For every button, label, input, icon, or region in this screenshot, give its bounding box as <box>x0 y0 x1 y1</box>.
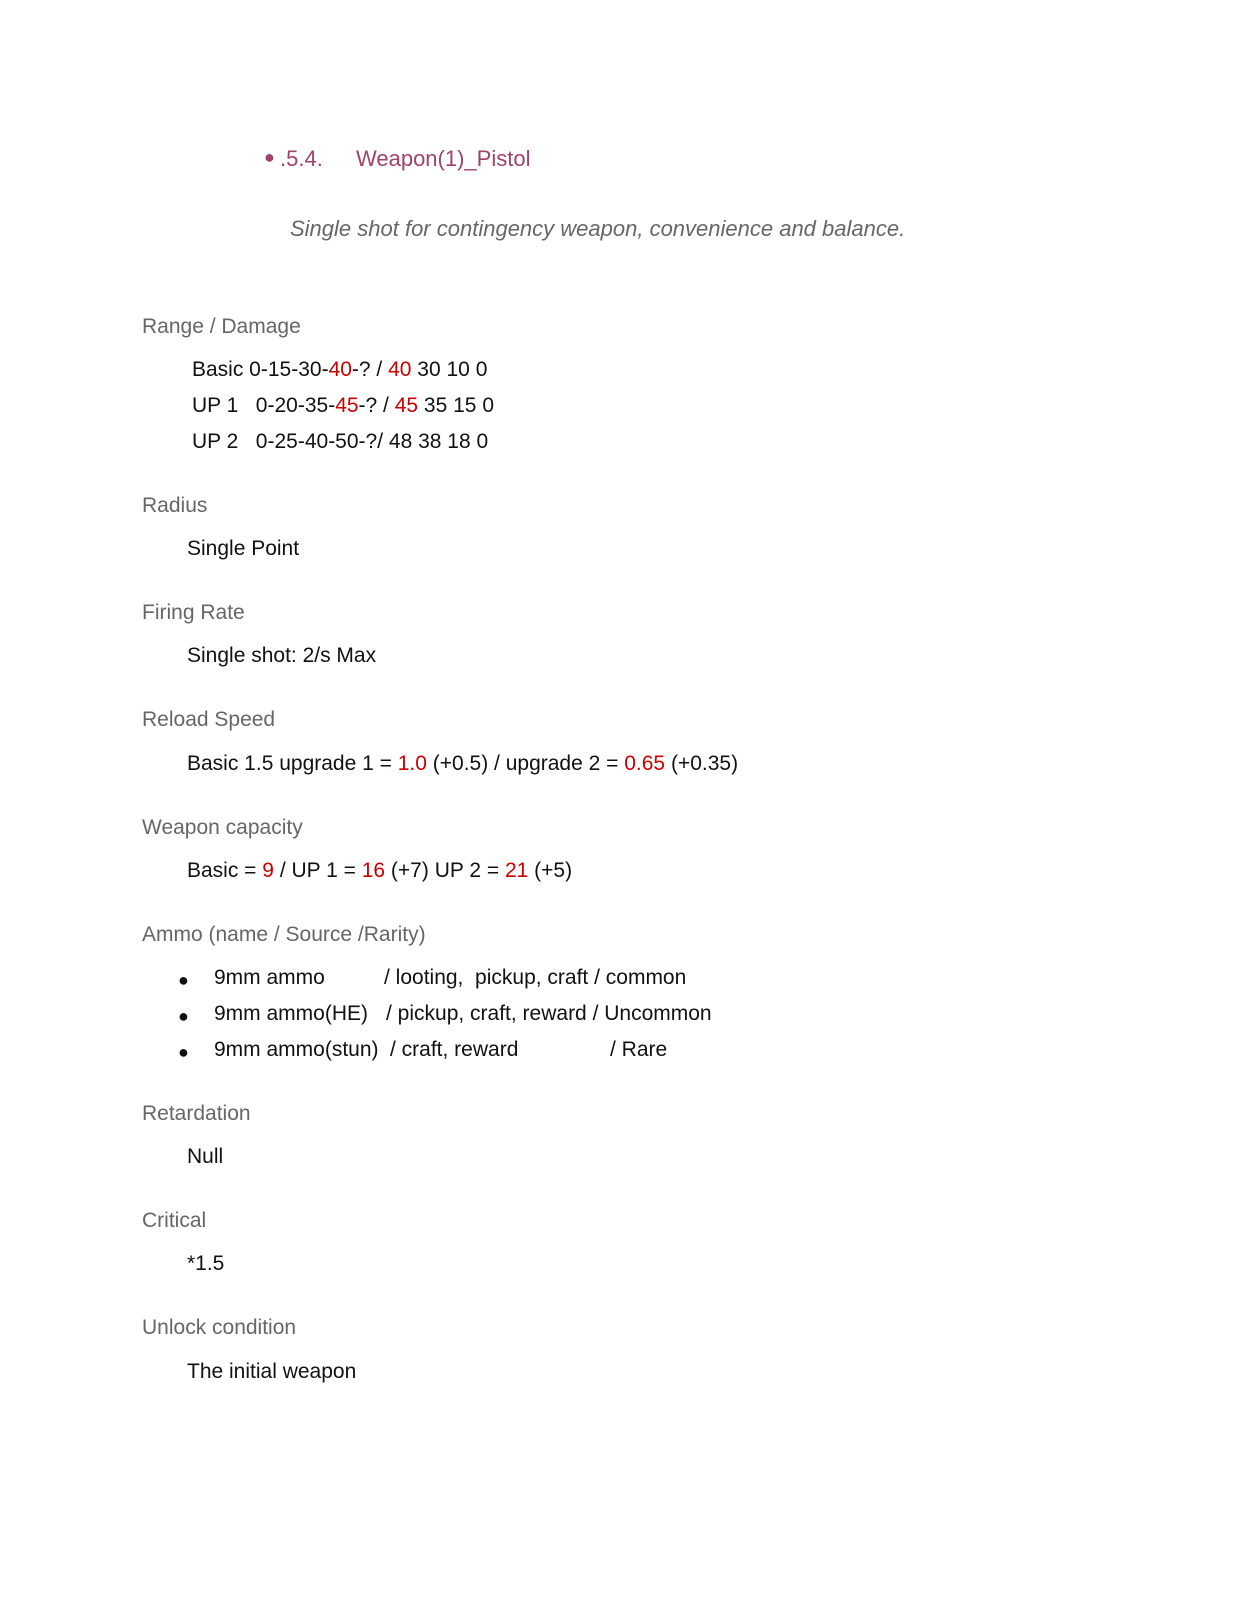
reload-speed-label: Reload Speed <box>142 708 276 731</box>
unlock-condition-label: Unlock condition <box>142 1316 297 1339</box>
section-number: .5.4. <box>280 146 323 171</box>
ammo-item-source: / craft, reward <box>390 1038 519 1061</box>
ammo-item-source: / pickup, craft, reward / Uncommon <box>386 1002 712 1025</box>
list-bullet: ● <box>178 1042 189 1062</box>
weapon-capacity-label: Weapon capacity <box>142 816 303 839</box>
ammo-label: Ammo (name / Source /Rarity) <box>142 923 426 946</box>
range-row-up1: UP 1 0-20-35-45-? / 45 35 15 0 <box>192 394 494 417</box>
firing-rate-value: Single shot: 2/s Max <box>187 644 377 667</box>
range-row-up2: UP 2 0-25-40-50-?/ 48 38 18 0 <box>192 430 489 453</box>
critical-label: Critical <box>142 1209 207 1232</box>
section-title: Weapon(1)_Pistol <box>356 146 531 171</box>
weapon-capacity-value: Basic = 9 / UP 1 = 16 (+7) UP 2 = 21 (+5) <box>187 859 573 882</box>
retardation-label: Retardation <box>142 1102 251 1125</box>
unlock-condition-value: The initial weapon <box>187 1360 357 1383</box>
retardation-value: Null <box>187 1145 224 1168</box>
range-damage-label: Range / Damage <box>142 315 301 338</box>
ammo-item-name: 9mm ammo(HE) <box>214 1002 369 1025</box>
firing-rate-label: Firing Rate <box>142 601 245 624</box>
critical-value: *1.5 <box>187 1252 225 1275</box>
section-bullet: ● <box>264 147 275 167</box>
ammo-item-name: 9mm ammo(stun) <box>214 1038 379 1061</box>
ammo-item-rarity: / Rare <box>610 1038 668 1061</box>
ammo-item-source: / looting, pickup, craft / common <box>384 966 687 989</box>
radius-value: Single Point <box>187 537 300 560</box>
reload-speed-value: Basic 1.5 upgrade 1 = 1.0 (+0.5) / upgrade 2 = 0.65 (+0.35) <box>187 752 739 775</box>
radius-label: Radius <box>142 494 208 517</box>
list-bullet: ● <box>178 970 189 990</box>
range-row-basic: Basic 0-15-30-40-? / 40 30 10 0 <box>192 358 488 381</box>
list-bullet: ● <box>178 1006 189 1026</box>
subtitle: Single shot for contingency weapon, convenience and balance. <box>290 216 906 241</box>
ammo-item-name: 9mm ammo <box>214 966 325 989</box>
